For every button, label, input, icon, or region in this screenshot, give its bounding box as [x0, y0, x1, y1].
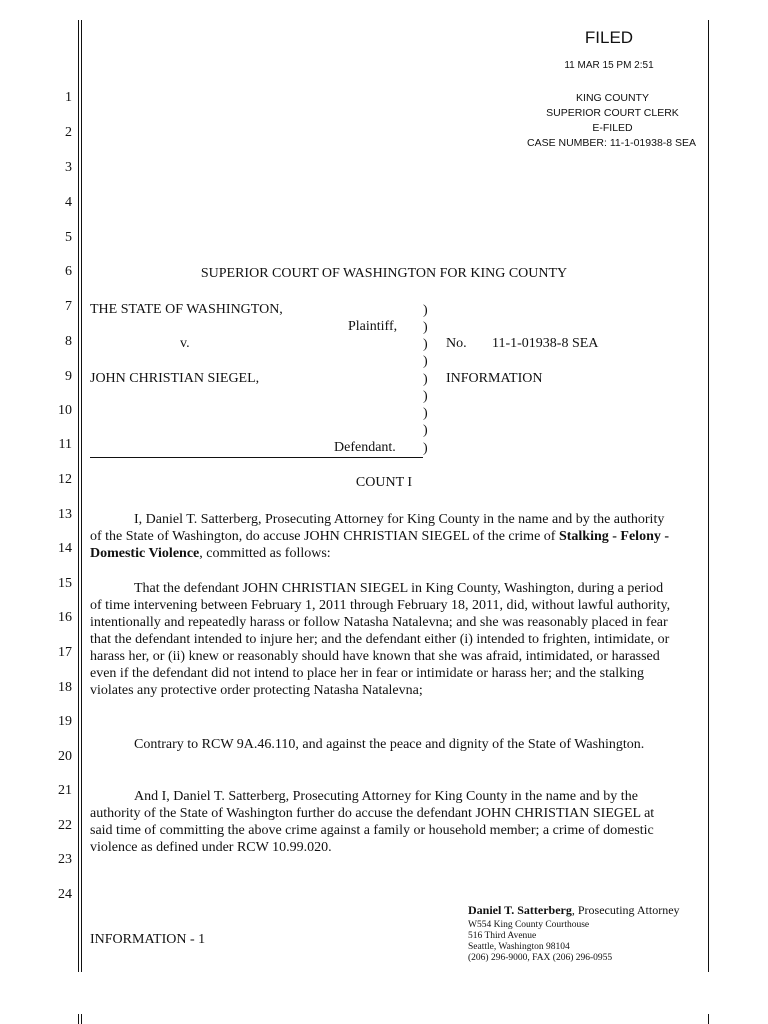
caption-paren: ) [423, 354, 428, 369]
line-number: 24 [58, 887, 72, 902]
left-margin-rule-outer [78, 20, 79, 1024]
line-number: 20 [58, 749, 72, 764]
filed-datetime: 11 MAR 15 PM 2:51 [564, 60, 654, 71]
next-page-rule-left-b [81, 1014, 82, 1024]
right-margin-rule [708, 20, 709, 1024]
case-no-value: 11-1-01938-8 SEA [492, 336, 599, 351]
line-number: 4 [65, 195, 72, 210]
footer-document-label: INFORMATION - 1 [90, 932, 206, 947]
domestic-violence-paragraph [90, 788, 678, 856]
caption-paren: ) [423, 337, 428, 352]
line-number: 18 [58, 680, 72, 695]
filed-label: FILED [584, 28, 634, 47]
caption-paren: ) [423, 372, 428, 387]
caption-underline [90, 457, 423, 458]
stamp-county: KING COUNTY [576, 92, 649, 104]
crime-name: Stalking - Felony - Domestic Violence [90, 529, 670, 561]
accusation-tail: , committed as follows: [199, 546, 331, 561]
domestic-violence-text: And I, Daniel T. Satterberg, Prosecuting Attorney for King County in the name and by the authority of the State of Washington further do accuse the defendant JOHN CHRISTIAN SIEGEL at said time of committing the above crime against a family or household member; a crime of domestic violence as defined under RCW 10.99.020. [90, 789, 655, 855]
line-number: 21 [58, 783, 72, 798]
line-number: 2 [65, 125, 72, 140]
line-number: 3 [65, 160, 72, 175]
case-no-label: No. [446, 336, 467, 351]
caption-paren: ) [423, 320, 428, 335]
stamp-clerk: SUPERIOR COURT CLERK [546, 107, 679, 119]
clerk-stamp [515, 91, 710, 151]
caption-paren: ) [423, 303, 428, 318]
city-address: Seattle, Washington 98104 [468, 942, 570, 952]
caption-paren: ) [423, 423, 428, 438]
line-number: 22 [58, 818, 72, 833]
phone-fax: (206) 296-9000, FAX (206) 296-0955 [468, 953, 613, 963]
line-number: 7 [65, 299, 72, 314]
statute-text: Contrary to RCW 9A.46.110, and against the peace and dignity of the State of Washington. [134, 737, 645, 752]
prosecutor-title: , Prosecuting Attorney [571, 903, 680, 917]
defendant-name: JOHN CHRISTIAN SIEGEL, [90, 371, 260, 386]
line-number: 1 [65, 90, 72, 105]
line-number: 8 [65, 334, 72, 349]
office-address: W554 King County Courthouse [468, 920, 590, 930]
caption-paren: ) [423, 441, 428, 456]
prosecutor-name: Daniel T. Satterberg [468, 903, 572, 917]
accusation-text [90, 511, 678, 562]
line-number: 11 [58, 437, 72, 452]
line-number: 17 [58, 645, 72, 660]
plaintiff-label: Plaintiff, [348, 319, 398, 334]
statute-paragraph [90, 736, 678, 753]
defendant-label: Defendant. [334, 440, 396, 455]
accusation-lead: I, Daniel T. Satterberg, Prosecuting Attorney for King County in the name and by the authority of the State of Washington, do accuse JOHN CHRISTIAN SIEGEL of the crime of [90, 512, 665, 544]
line-number: 13 [58, 507, 72, 522]
next-page-rule-right [708, 1014, 709, 1024]
charge-paragraph [90, 580, 678, 699]
accusation-paragraph [90, 511, 678, 562]
caption-paren: ) [423, 406, 428, 421]
line-number: 15 [58, 576, 72, 591]
prosecutor-block [468, 903, 680, 964]
line-number: 6 [65, 264, 72, 279]
line-number: 19 [58, 714, 72, 729]
prosecutor-line [468, 903, 680, 918]
page-break-gap [0, 972, 768, 1014]
count-heading: COUNT I [355, 475, 413, 490]
court-title: SUPERIOR COURT OF WASHINGTON FOR KING COUNTY [200, 266, 568, 281]
document-type: INFORMATION [446, 371, 543, 386]
plaintiff-name: THE STATE OF WASHINGTON, [90, 302, 283, 317]
line-number: 23 [58, 852, 72, 867]
line-number: 12 [58, 472, 72, 487]
next-page-rule-left-a [78, 1014, 79, 1024]
stamp-case-number: CASE NUMBER: 11-1-01938-8 SEA [527, 137, 697, 149]
filed-stamp [530, 28, 708, 71]
charge-text: That the defendant JOHN CHRISTIAN SIEGEL in King County, Washington, during a period of time intervening between February 1, 2011 through February 18, 2011, did, without lawful authority, intentionally and repeatedly harass or follow Natasha Natalevna; and she was reasonably placed in fear that the defendant intended to injure her; and the defendant either (i) intended to frighten, intimidate, or harass her, or (ii) knew or reasonably should have known that she was afraid, intimidated, or harassed even if the defendant did not intend to place her in fear or intimidate or harass her; and the stalking violates any protective order protecting Natasha Natalevna; [90, 581, 671, 698]
line-number: 16 [58, 610, 72, 625]
line-number: 9 [65, 369, 72, 384]
line-number: 10 [58, 403, 72, 418]
caption-paren: ) [423, 389, 428, 404]
line-number: 5 [65, 230, 72, 245]
line-number: 14 [58, 541, 72, 556]
street-address: 516 Third Avenue [468, 931, 537, 941]
versus: v. [180, 336, 190, 351]
left-margin-rule-inner [81, 20, 82, 1024]
stamp-efiled: E-FILED [592, 122, 633, 134]
